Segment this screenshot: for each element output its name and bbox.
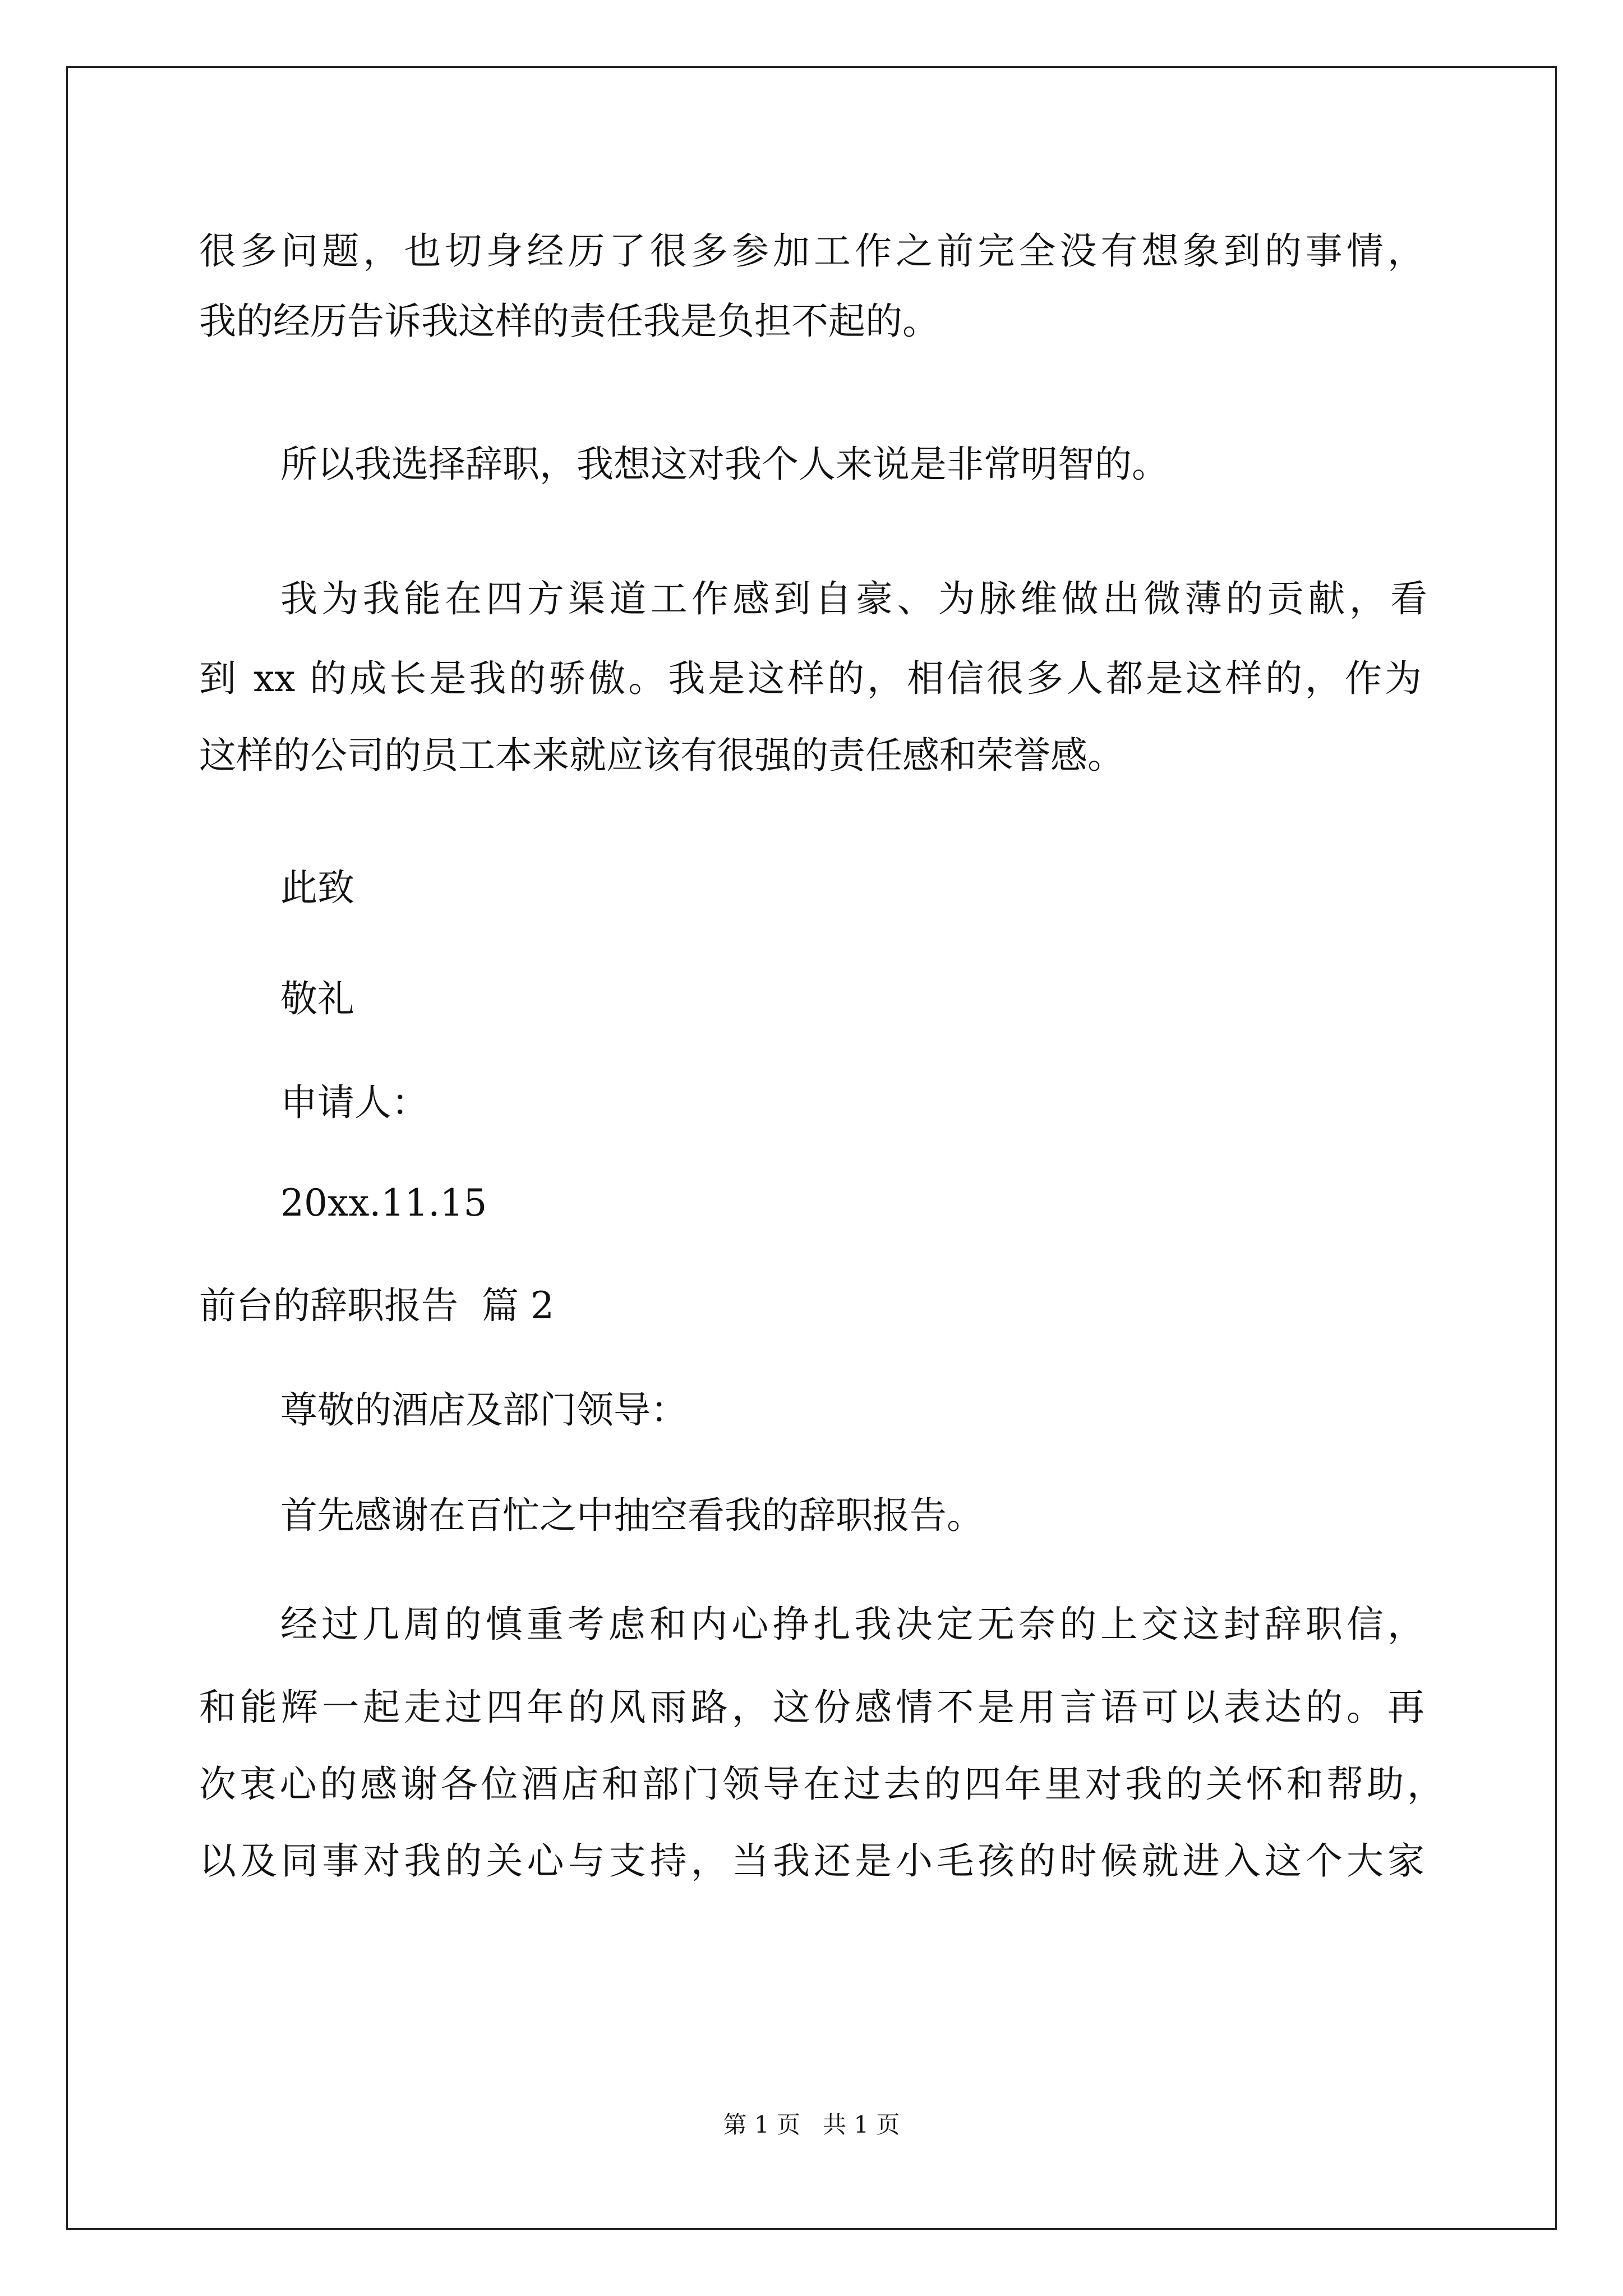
paragraph-line: 所以我选择辞职，我想这对我个人来说是非常明智的。 — [280, 443, 1169, 486]
paragraph-line: 和能辉一起走过四年的风雨路，这份感情不是用言语可以表达的。再 — [199, 1686, 1424, 1729]
paragraph-line: 我的经历告诉我这样的责任我是负担不起的。 — [199, 300, 939, 343]
page-footer: 第 1 页 共 1 页 — [723, 2111, 900, 2138]
paragraph-line: 首先感谢在百忙之中抽空看我的辞职报告。 — [280, 1494, 984, 1537]
paragraph-line: 以及同事对我的关心与支持，当我还是小毛孩的时候就进入这个大家 — [199, 1839, 1424, 1883]
page-border — [66, 66, 1557, 2230]
section-heading: 前台的辞职报告 篇 2 — [199, 1284, 554, 1327]
paragraph-line: 这样的公司的员工本来就应该有很强的责任感和荣誉感。 — [199, 734, 1124, 777]
applicant-line: 申请人： — [280, 1081, 428, 1124]
salutation-line: 尊敬的酒店及部门领导： — [280, 1388, 688, 1432]
date-line: 20xx.11.15 — [280, 1181, 487, 1225]
closing-line: 敬礼 — [280, 977, 354, 1020]
paragraph-line: 经过几周的慎重考虑和内心挣扎我决定无奈的上交这封辞职信， — [280, 1603, 1424, 1646]
paragraph-line: 次衷心的感谢各位酒店和部门领导在过去的四年里对我的关怀和帮助， — [199, 1763, 1444, 1806]
closing-line: 此致 — [280, 866, 354, 909]
paragraph-line: 我为我能在四方渠道工作感到自豪、为脉维做出微薄的贡献，看 — [280, 577, 1427, 620]
paragraph-line: 到 xx 的成长是我的骄傲。我是这样的，相信很多人都是这样的，作为 — [199, 657, 1422, 700]
paragraph-line: 很多问题，也切身经历了很多参加工作之前完全没有想象到的事情， — [199, 229, 1424, 273]
